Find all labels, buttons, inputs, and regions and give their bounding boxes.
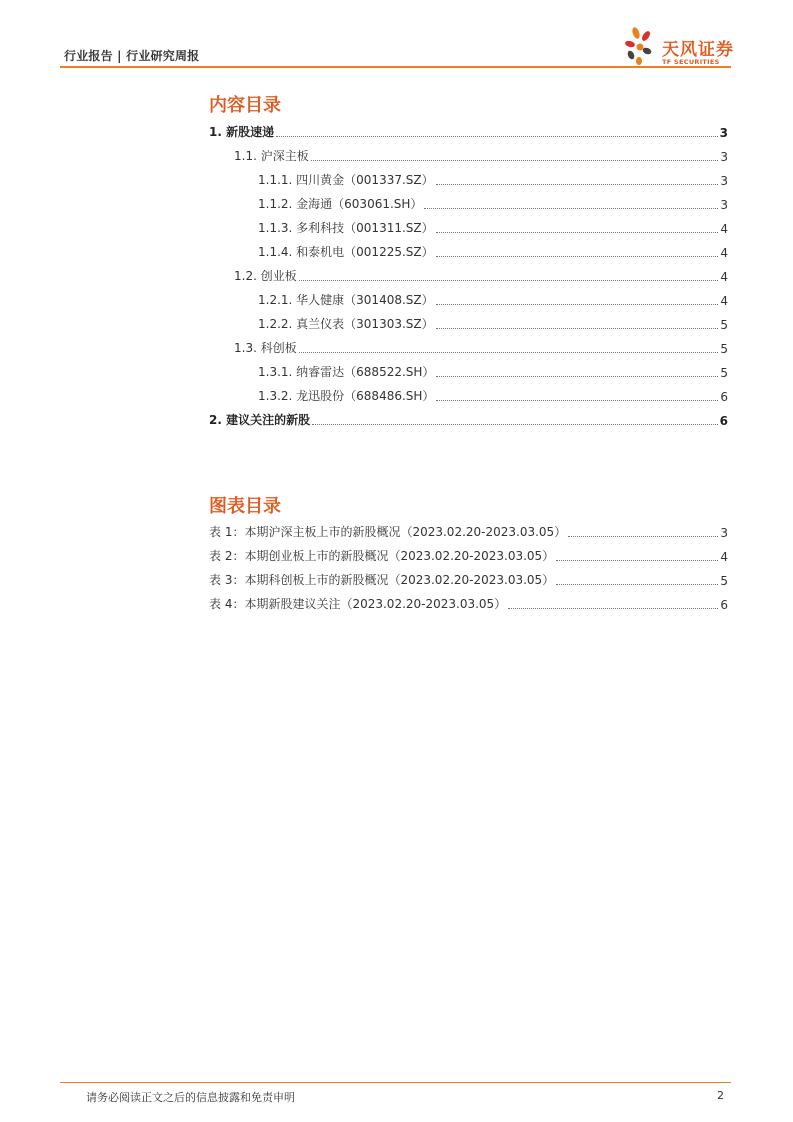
figure-entry-text: 表 2：本期创业板上市的新股概况（2023.02.20-2023.03.05） [209, 549, 555, 563]
toc-entry-page: 4 [720, 270, 728, 284]
figure-entry[interactable] [209, 548, 728, 564]
dot-leader [276, 136, 718, 137]
dot-leader [299, 280, 719, 281]
company-logo [622, 24, 734, 70]
page-number: 2 [717, 1089, 724, 1102]
toc-entry-text: 1.3.1. 纳睿雷达（688522.SH） [258, 365, 435, 379]
toc-entry-text: 1.2. 创业板 [234, 269, 297, 283]
toc-entry[interactable] [258, 244, 728, 260]
toc-entry-page: 3 [720, 150, 728, 164]
toc-entry-text: 1.1. 沪深主板 [234, 149, 309, 163]
flower-logo-icon [622, 24, 662, 70]
toc-entry-text: 1.1.2. 金海通（603061.SH） [258, 197, 423, 211]
dot-leader [436, 376, 718, 377]
dot-leader [436, 328, 719, 329]
figure-entry[interactable] [209, 524, 728, 540]
figure-entry-text: 表 1：本期沪深主板上市的新股概况（2023.02.20-2023.03.05） [209, 525, 567, 539]
figures-title: 图表目录 [209, 496, 281, 517]
header-divider [60, 66, 731, 68]
figure-entry-page: 4 [720, 550, 728, 564]
figure-entry-page: 3 [720, 526, 728, 540]
dot-leader [312, 424, 718, 425]
toc-entry[interactable] [258, 292, 728, 308]
toc-entry-page: 3 [719, 126, 728, 140]
toc-entry[interactable] [234, 268, 728, 284]
toc-entry-text: 1.1.3. 多利科技（001311.SZ） [258, 221, 434, 235]
dot-leader [556, 560, 718, 561]
figure-entry[interactable] [209, 596, 728, 612]
toc-entry[interactable] [258, 196, 728, 212]
toc-title: 内容目录 [209, 95, 281, 116]
toc-entry-page: 4 [720, 294, 728, 308]
dot-leader [299, 352, 719, 353]
toc-entry-text: 1.3. 科创板 [234, 341, 297, 355]
toc-entry-page: 6 [719, 414, 728, 428]
logo-subtitle: TF SECURITIES [662, 58, 720, 66]
toc-entry-text: 1.1.4. 和泰机电（001225.SZ） [258, 245, 434, 259]
dot-leader [568, 536, 718, 537]
disclaimer-text: 请务必阅读正文之后的信息披露和免责申明 [86, 1091, 295, 1104]
figure-entry[interactable] [209, 572, 728, 588]
toc-entry-page: 4 [720, 222, 728, 236]
dot-leader [556, 584, 718, 585]
dot-leader [436, 304, 719, 305]
toc-entry-page: 5 [720, 318, 728, 332]
toc-entry[interactable] [258, 388, 728, 404]
toc-entry[interactable] [234, 148, 728, 164]
toc-entry-text: 1.2.2. 真兰仪表（301303.SZ） [258, 317, 434, 331]
toc-entry-text: 1. 新股速递 [209, 125, 275, 139]
toc-entry-page: 3 [720, 174, 728, 188]
toc-entry-page: 5 [720, 342, 728, 356]
dot-leader [436, 400, 718, 401]
toc-entry-page: 3 [720, 198, 728, 212]
toc-entry-page: 6 [720, 390, 728, 404]
dot-leader [436, 232, 719, 233]
toc-entry[interactable] [258, 172, 728, 188]
figure-entry-text: 表 4：本期新股建议关注（2023.02.20-2023.03.05） [209, 597, 507, 611]
toc-entry-text: 1.2.1. 华人健康（301408.SZ） [258, 293, 434, 307]
toc-entry[interactable] [258, 220, 728, 236]
toc-entry[interactable] [209, 412, 728, 428]
toc-entry-text: 1.3.2. 龙迅股份（688486.SH） [258, 389, 435, 403]
footer-divider [60, 1082, 731, 1083]
toc-entry[interactable] [258, 364, 728, 380]
figure-entry-page: 6 [720, 598, 728, 612]
figure-entry-text: 表 3：本期科创板上市的新股概况（2023.02.20-2023.03.05） [209, 573, 555, 587]
toc-entry-text: 2. 建议关注的新股 [209, 413, 311, 427]
dot-leader [436, 256, 719, 257]
dot-leader [508, 608, 718, 609]
dot-leader [424, 208, 718, 209]
toc-entry[interactable] [209, 124, 728, 140]
figure-entry-page: 5 [720, 574, 728, 588]
logo-name: 天风证券 [662, 40, 734, 60]
toc-entry[interactable] [234, 340, 728, 356]
toc-entry-page: 4 [720, 246, 728, 260]
report-category: 行业报告 | 行业研究周报 [64, 49, 200, 63]
toc-entry[interactable] [258, 316, 728, 332]
dot-leader [311, 160, 719, 161]
toc-entry-text: 1.1.1. 四川黄金（001337.SZ） [258, 173, 434, 187]
dot-leader [436, 184, 719, 185]
toc-entry-page: 5 [720, 366, 728, 380]
